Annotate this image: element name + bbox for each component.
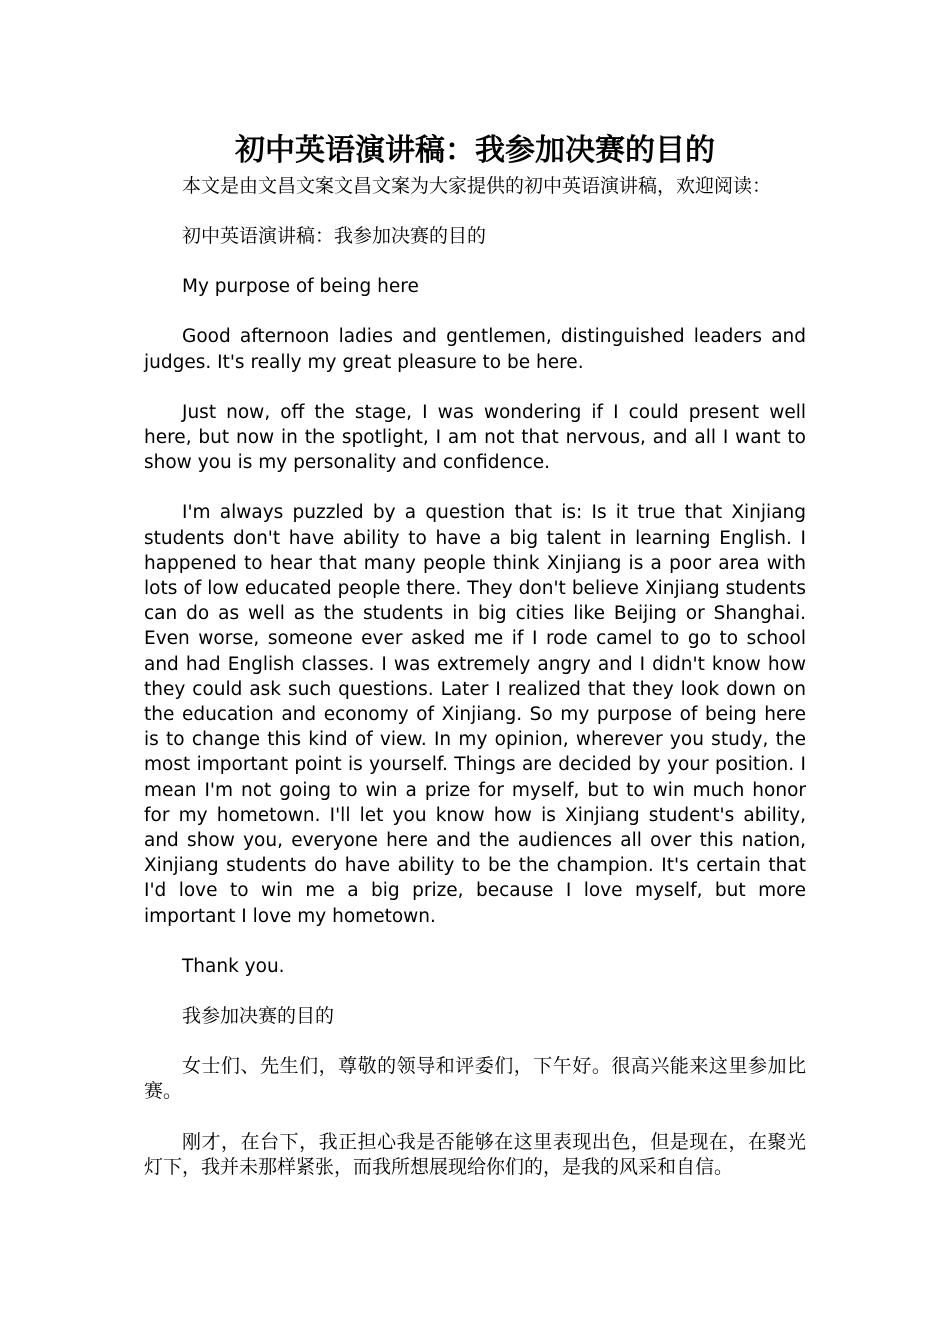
paragraph-translation-title: 我参加决赛的目的 [182,1005,335,1028]
paragraph-subtitle-zh: 初中英语演讲稿：我参加决赛的目的 [182,225,487,247]
paragraph-thanks: Thank you. [182,955,285,977]
paragraph-stage: Just now, off the stage, I was wondering if I could present well here, but now in the spotlight, I am not that nervous, and all I want to show you is my personality and confidence. [144,401,806,474]
document-title: 初中英语演讲稿：我参加决赛的目的 [235,133,715,168]
paragraph-greeting: Good afternoon ladies and gentlemen, distinguished leaders and judges. It's really my great pleasure to be here. [144,326,806,373]
document-page [144,128,806,1180]
paragraph-main-body: I'm always puzzled by a question that is: Is it true that Xinjiang students don't have ability to have a big talent in learning English. I happened to hear that many people think Xinjiang is a poor area with lots of low educated people there. They don't believe Xinjiang students can do as well as the students in big cities like Beijing or Shanghai. Even worse, someone ever asked me if I rode camel to go to school and had English classes. I was extremely angry and I didn't know how they could ask such questions. Later I realized that they look down on the education and economy of Xinjiang. So my purpose of being here is to change this kind of view. In my opinion, wherever you study, the most important point is yourself. Things are decided by your position. I mean I'm not going to win a prize for myself, but to win much honor for my hometown. I'll let you know how is Xinjiang student's ability, and show you, everyone here and the audiences all over this nation, Xinjiang students do have ability to be the champion. It's certain that I'd love to win me a big prize, because I love myself, but more important I love my hometown. [144,502,806,927]
paragraph-translation-stage: 刚才，在台下，我正担心我是否能够在这里表现出色，但是现在，在聚光灯下，我并未那样紧张，而我所想展现给你们的，是我的风采和自信。 [144,1130,806,1178]
paragraph-translation-greeting: 女士们、先生们，尊敬的领导和评委们，下午好。很高兴能来这里参加比赛。 [144,1055,806,1103]
paragraph-subtitle-en: My purpose of being here [182,276,419,298]
intro-paragraph: 本文是由文昌文案文昌文案为大家提供的初中英语演讲稿，欢迎阅读： [182,175,772,197]
